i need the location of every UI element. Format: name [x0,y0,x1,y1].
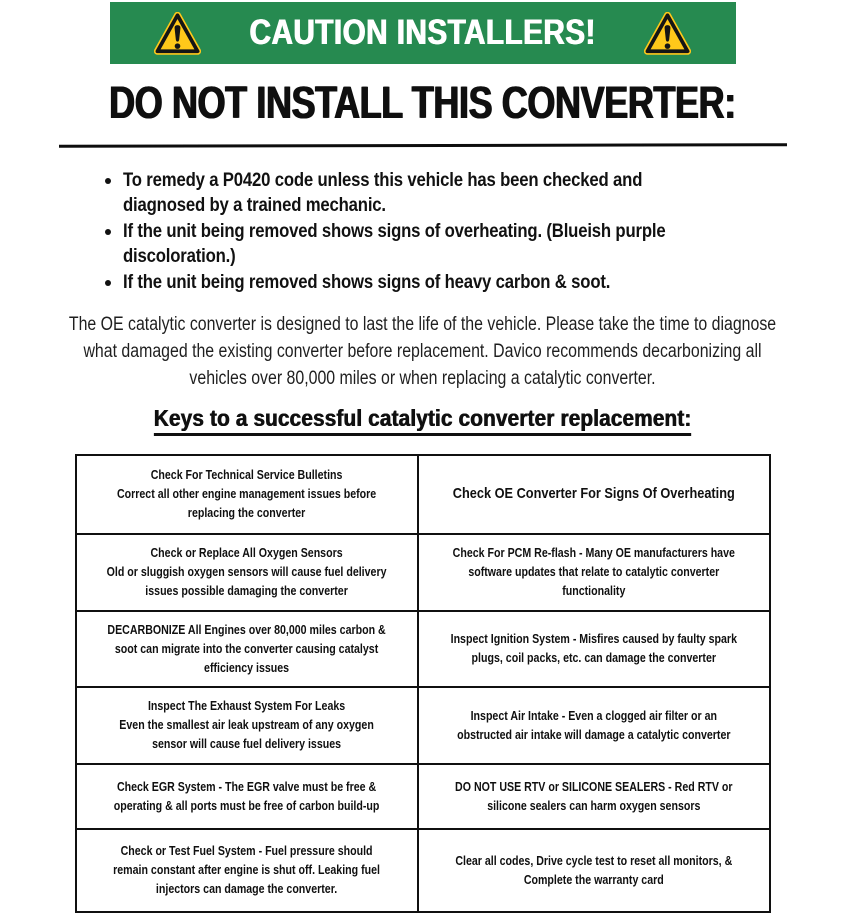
bullet-line: To remedy a P0420 code unless this vehicle has been checked and [123,170,643,191]
table-row [77,763,769,828]
table-cell-left [77,830,420,911]
table-cell-line [78,621,416,640]
table-cell-line-text: DECARBONIZE All Engines over 80,000 miles carbon & [107,622,386,637]
table-cell-line-text: plugs, coil packs, etc. can damage the converter [471,651,717,665]
warning-bullet-list [105,168,845,295]
table-cell-line [78,544,416,563]
table-cell-line-text: remain constant after engine is shut off. Leaking fuel [113,863,381,877]
table-cell-line-text: issues possible damaging the converter [145,584,349,598]
table-cell-line [421,852,767,871]
table-cell-line-text: Correct all other engine management issues before [117,487,377,501]
bullet-line: If the unit being removed shows signs of heavy carbon & soot. [123,272,611,293]
bullet-text [123,219,665,269]
table-cell-line-text: Clear all codes, Drive cycle test to reset all monitors, & [455,853,733,868]
table-cell-line-text: operating & all ports must be free of carbon build-up [113,798,380,813]
replacement-keys-table [75,454,771,913]
table-cell-line [78,697,416,716]
paragraph-line [69,338,775,365]
table-cell-line-text: Check or Test Fuel System - Fuel pressure should [120,844,373,858]
table-cell-left [77,765,420,828]
table-cell-line-text: Inspect Ignition System - Misfires caused by faulty spark [450,632,737,646]
table-cell-line [78,716,416,735]
table-cell-line [421,726,767,745]
table-cell-line [421,649,767,668]
table-cell-line [78,563,416,582]
table-cell-line-text: silicone sealers can harm oxygen sensors [487,798,701,813]
table-cell-right [419,612,768,686]
table-cell-line-text: sensor will cause fuel delivery issues [152,737,342,751]
table-cell-line [78,485,416,504]
table-cell-right [419,830,768,911]
warning-triangle-icon [154,12,201,55]
table-cell-line-text: injectors can damage the converter. [156,882,338,896]
table-cell-right [419,765,768,828]
do-not-install-heading: DO NOT INSTALL THIS CONVERTER: [109,77,736,128]
table-row [77,828,769,911]
table-cell-line-text: functionality [562,584,626,598]
table-cell-line-text: obstructed air intake will damage a catalytic converter [457,727,731,742]
table-cell-line-text: DO NOT USE RTV or SILICONE SEALERS - Red RTV or [455,779,733,794]
paragraph-line [69,311,775,338]
table-cell-text [421,707,767,745]
table-cell-text [421,544,767,601]
table-cell-text [421,778,767,816]
table-cell-left [77,535,420,610]
table-cell-line-text: Check EGR System - The EGR valve must be free & [117,779,377,794]
table-cell-line-text: Check For Technical Service Bulletins [150,468,343,482]
table-cell-line [421,582,767,601]
table-cell-text [78,466,416,523]
table-cell-line-text: Check or Replace All Oxygen Sensors [150,546,343,560]
table-row [77,533,769,610]
caution-banner-title: CAUTION INSTALLERS! [249,13,596,52]
table-cell-line [421,871,767,890]
table-cell-line [421,483,767,506]
table-cell-line [78,861,416,880]
table-cell-line [78,659,416,678]
divider-line [58,143,786,148]
bullet-item [105,219,845,269]
table-cell-text [78,697,416,754]
oe-converter-paragraph [69,311,775,392]
keys-heading [0,405,845,436]
table-cell-line [78,466,416,485]
table-cell-text [78,842,416,899]
table-cell-line [78,880,416,899]
table-cell-text [421,852,767,890]
table-cell-line [78,778,416,797]
table-cell-line-text: replacing the converter [188,506,306,520]
table-cell-line [421,563,767,582]
table-cell-line [421,544,767,563]
table-cell-line-text: Even the smallest air leak upstream of any oxygen [119,718,375,732]
table-cell-line-text: efficiency issues [204,660,290,675]
caution-flyer-page [0,2,845,921]
table-cell-line [421,797,767,816]
bullet-item [105,168,845,218]
table-cell-line [421,707,767,726]
bullet-marker-icon [105,229,111,235]
table-cell-line-text: Complete the warranty card [523,872,664,887]
table-cell-right [419,688,768,763]
table-cell-line [78,735,416,754]
table-cell-line [78,640,416,659]
table-cell-line [78,504,416,523]
table-row [77,610,769,686]
table-cell-right [419,535,768,610]
table-cell-line-text: Check For PCM Re-flash - Many OE manufacturers have [452,546,735,560]
table-cell-line [421,778,767,797]
table-cell-line-text: software updates that relate to catalytic converter [468,565,720,579]
table-cell-line [78,582,416,601]
bullet-marker-icon [105,178,111,184]
table-cell-line [78,797,416,816]
table-cell-text [421,483,767,506]
bullet-text [123,270,610,295]
table-cell-text [78,544,416,601]
table-cell-text [78,778,416,816]
bullet-text [123,168,642,218]
paragraph-line-text: The OE catalytic converter is designed to last the life of the vehicle. Please take the time to diagnose [68,314,777,335]
paragraph-line [69,365,775,392]
paragraph-line-text: what damaged the existing converter before replacement. Davico recommends decarbonizing all [83,341,762,362]
table-cell-left [77,612,420,686]
bullet-line: discoloration.) [123,246,236,267]
bullet-line: diagnosed by a trained mechanic. [123,195,386,216]
warning-triangle-icon [644,12,691,55]
bullet-item [105,270,845,295]
bullet-marker-icon [105,280,111,286]
table-cell-line-text: Inspect The Exhaust System For Leaks [148,699,346,713]
table-cell-line [78,842,416,861]
table-cell-left [77,456,420,533]
table-cell-left [77,688,420,763]
table-cell-line-text: soot can migrate into the converter causing catalyst [115,641,379,656]
table-cell-line-text: Inspect Air Intake - Even a clogged air filter or an [470,708,717,723]
table-cell-text [421,630,767,668]
table-cell-line-text: Check OE Converter For Signs Of Overheating [452,485,735,503]
bullet-line: If the unit being removed shows signs of overheating. (Blueish purple [123,221,666,242]
paragraph-line-text: vehicles over 80,000 miles or when replacing a catalytic converter. [189,368,656,389]
table-cell-line-text: Old or sluggish oxygen sensors will cause fuel delivery [106,565,387,579]
caution-banner [110,2,736,64]
table-cell-text [78,621,416,678]
table-cell-right [419,456,768,533]
table-row [77,686,769,763]
table-row [77,456,769,533]
table-cell-line [421,630,767,649]
keys-heading-text: Keys to a successful catalytic converter replacement: [154,405,692,436]
